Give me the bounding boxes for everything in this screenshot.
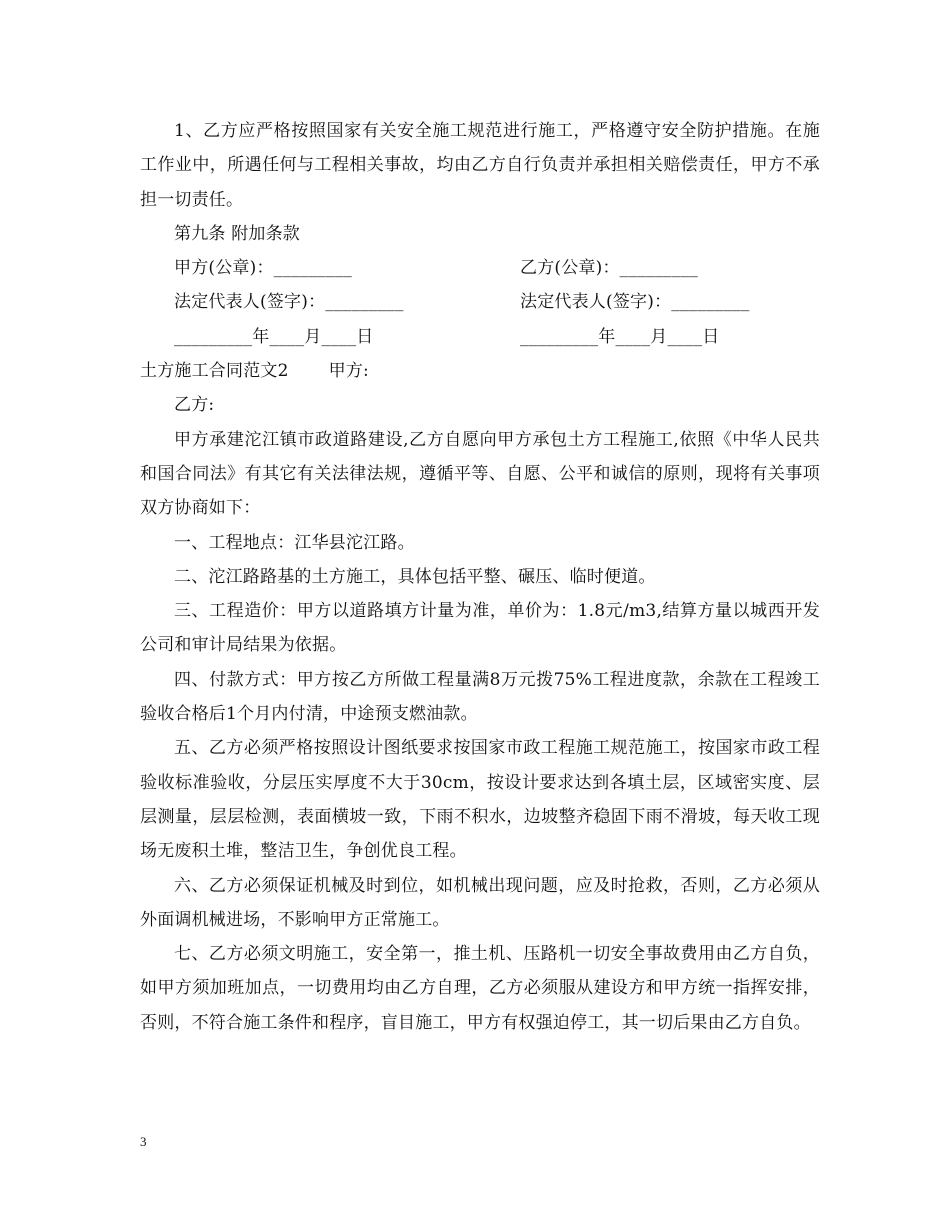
clause-machinery: 六、乙方必须保证机械及时到位，如机械出现问题，应及时抢救，否则，乙方必须从外面调机械进场，不影响甲方正常施工。 [140, 875, 820, 930]
party-a-date-line: _________年____月____日 [174, 326, 374, 347]
signature-row-date [140, 320, 820, 354]
clause-nine-heading: 第九条 附加条款 [174, 223, 301, 244]
clause-civilized-construction: 七、乙方必须文明施工，安全第一，推土机、压路机一切安全事故费用由乙方自负，如甲方须加班加点，一切费用均由乙方自理，乙方必须服从建设方和甲方统一指挥安排，否则，不符合施工条件和程序，盲目施工，甲方有权强迫停工，其一切后果由乙方自负。 [140, 944, 820, 1033]
party-b-seal-line: 乙方(公章)：_________ [520, 258, 698, 279]
party-b-date-line: _________年____月____日 [520, 326, 720, 347]
clause-scope: 二、沱江路路基的土方施工，具体包括平整、碾压、临时便道。 [174, 566, 656, 587]
party-b-label: 乙方: [174, 395, 215, 416]
document-body [140, 114, 820, 1040]
contract-two-title: 土方施工合同范文2 [140, 361, 289, 382]
party-a-label: 甲方: [328, 361, 369, 382]
clause-price: 三、工程造价：甲方以道路填方计量为准，单价为：1.8元/m3,结算方量以城西开发公司和审计局结果为依据。 [140, 601, 820, 656]
party-a-seal-line: 甲方(公章)：_________ [174, 258, 352, 279]
clause-standards: 五、乙方必须严格按照设计图纸要求按国家市政工程施工规范施工，按国家市政工程验收标准验收，分层压实厚度不大于30cm，按设计要求达到各填土层，区域密实度、层层测量，层层检测，表面横坡一致，下雨不积水，边坡整齐稳固下雨不滑坡，每天收工现场无废积土堆，整洁卫生，争创优良工程。 [140, 738, 820, 862]
clause-payment: 四、付款方式：甲方按乙方所做工程量满8万元拨75%工程进度款，余款在工程竣工验收合格后1个月内付清，中途预支燃油款。 [140, 669, 820, 725]
clause-location: 一、工程地点：江华县沱江路。 [174, 532, 415, 553]
contract-preamble: 甲方承建沱江镇市政道路建设,乙方自愿向甲方承包土方工程施工,依照《中华人民共和国合同法》有其它有关法律法规，遵循平等、自愿、公平和诚信的原则，现将有关事项双方协商如下： [140, 429, 820, 519]
clause-safety-paragraph: 1、乙方应严格按照国家有关安全施工规范进行施工，严格遵守安全防护措施。在施工作业中，所遇任何与工程相关事故，均由乙方自行负责并承担相关赔偿责任，甲方不承担一切责任。 [140, 121, 820, 210]
page-number: 3 [140, 1134, 147, 1149]
party-b-representative-line: 法定代表人(签字)：_________ [520, 292, 750, 313]
party-a-representative-line: 法定代表人(签字)：_________ [174, 292, 404, 313]
signature-row-representative [140, 285, 820, 319]
contract-two-title-line [140, 354, 820, 388]
signature-row-seal [140, 251, 820, 285]
